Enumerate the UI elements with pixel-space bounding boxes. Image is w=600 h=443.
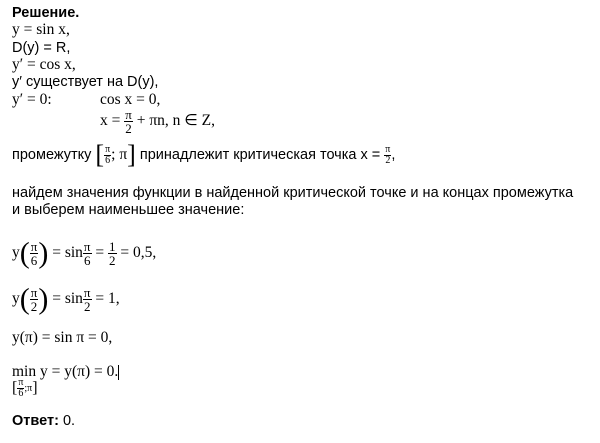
cos-equation: cos x = 0, <box>100 91 161 108</box>
instruction-line-1: найдем значения функции в найденной критической точке и на концах промежутка <box>12 185 574 201</box>
derivative-line: y′ = cos x, <box>12 56 76 73</box>
value-at-pi-6 <box>12 236 156 270</box>
val1-eq: = <box>95 244 105 261</box>
critical-point-num: π <box>385 143 391 155</box>
root-fraction-num: π <box>125 106 132 122</box>
interval-start-num: π <box>105 143 111 155</box>
val1-arg-num: π <box>30 238 38 254</box>
value-at-pi: y(π) = sin π = 0, <box>12 329 113 346</box>
domain-line: D(y) = R, <box>12 40 71 56</box>
derivative-zero-label: y′ = 0: <box>12 91 52 108</box>
val1-sin-fraction <box>83 240 92 267</box>
val2-sin-fraction <box>83 286 92 313</box>
val2-lparen: ( <box>19 282 30 316</box>
val1-sin-den: 6 <box>83 252 91 268</box>
val1-eq-sin: = sin <box>52 244 83 261</box>
answer-value: 0. <box>62 413 76 429</box>
instruction-line-2: и выберем наименьшее значение: <box>12 202 245 218</box>
val2-sin-den: 2 <box>83 298 91 314</box>
answer-label: Ответ: <box>12 413 59 429</box>
root-fraction-den: 2 <box>125 120 132 136</box>
function-line: y = sin x, <box>12 21 70 38</box>
val1-y: y <box>12 244 20 261</box>
root-x-label: x = <box>100 112 121 129</box>
min-sub-close: ] <box>32 379 38 397</box>
val2-y: y <box>12 290 20 307</box>
interval-prefix: промежутку <box>12 147 92 163</box>
interval-start-den: 6 <box>105 154 111 166</box>
solution-heading: Решение. <box>12 5 80 21</box>
val2-arg-num: π <box>30 284 38 300</box>
interval-tail: , <box>391 147 396 163</box>
min-sub-rest: ;π <box>24 382 33 394</box>
val2-arg-den: 2 <box>30 298 38 314</box>
min-expression: min y = y(π) = 0. <box>12 363 119 380</box>
min-sub-num: π <box>18 377 24 388</box>
answer-line <box>12 413 75 429</box>
interval-close-bracket: ] <box>127 140 136 170</box>
val1-rest: = 0,5, <box>120 244 157 261</box>
interval-end: ; π <box>111 146 128 163</box>
value-at-pi-2 <box>12 282 120 316</box>
text-cursor <box>118 365 119 380</box>
val2-rparen: ) <box>38 282 49 316</box>
val1-lparen: ( <box>19 236 30 270</box>
val1-arg-den: 6 <box>30 252 38 268</box>
root-rest: + πn, n ∈ Z, <box>136 112 215 129</box>
val1-result-num: 1 <box>109 238 116 254</box>
val2-sin-num: π <box>83 284 91 300</box>
val1-rparen: ) <box>38 236 49 270</box>
critical-root-line <box>100 106 215 136</box>
val2-eq-sin: = sin <box>52 290 83 307</box>
interval-sentence <box>12 140 395 170</box>
root-fraction <box>124 108 133 135</box>
val1-result-den: 2 <box>109 252 116 268</box>
min-sub-den: 6 <box>18 388 24 399</box>
val2-rest: = 1, <box>95 290 120 307</box>
min-subscript <box>12 378 38 399</box>
val1-sin-num: π <box>83 238 91 254</box>
min-sub-open: [ <box>12 379 18 397</box>
critical-point-den: 2 <box>385 154 391 166</box>
interval-middle-text: принадлежит критическая точка x = <box>139 147 381 163</box>
val1-result-fraction <box>108 240 117 267</box>
interval-open-bracket: [ <box>95 140 105 170</box>
derivative-exists-line: y′ существует на D(y), <box>12 74 159 90</box>
